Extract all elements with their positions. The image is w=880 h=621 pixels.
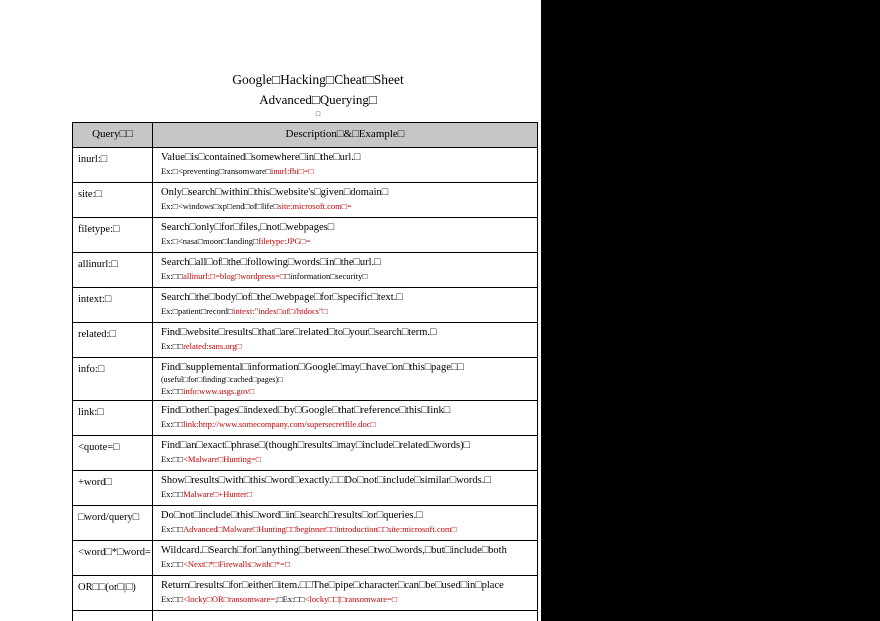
table-row <box>73 148 537 183</box>
description-cell <box>153 148 537 182</box>
query-cell: □word/query□ <box>73 506 153 540</box>
query-cell: info:□ <box>73 358 153 400</box>
example-label: Ex:□□ <box>161 558 184 569</box>
description-cell <box>153 611 537 621</box>
header-description-column: Description□&□Example□ <box>285 128 405 140</box>
table-row <box>73 253 537 288</box>
description-cell <box>153 218 537 252</box>
example-query-text: info:www.usgs.gov□ <box>183 385 255 396</box>
description-cell <box>153 401 537 435</box>
description-cell <box>153 323 537 357</box>
example-label: Ex:□□ <box>161 523 184 534</box>
description-text: Search□only□for□files,□not□webpages□ <box>161 222 335 233</box>
example-label: Ex:□□ <box>161 418 184 429</box>
table-row <box>73 218 537 253</box>
table-row-partial <box>73 611 537 621</box>
query-cell: filetype:□ <box>73 218 153 252</box>
example-line <box>161 306 533 317</box>
example-query-text: Advanced□Malware□Hunting□□beginner□□introduction□□site:microsoft.com□ <box>183 523 457 534</box>
description-cell <box>153 253 537 287</box>
table-row <box>73 288 537 323</box>
example-line <box>161 386 533 397</box>
example-query-text: <locky□OR□ransomware=; <box>183 593 278 604</box>
table-row <box>73 506 537 541</box>
table-row <box>73 541 537 576</box>
query-cell: inurl:□ <box>73 148 153 182</box>
example-query-text: inurl:fbi□=□ <box>270 165 314 176</box>
example-line <box>161 524 533 535</box>
description-subtext: (useful□for□finding□cached□pages)□ <box>161 374 283 384</box>
description-text: Find□supplemental□information□Google□may□have□on□this□page□□ <box>161 362 464 373</box>
description-text: Find□website□results□that□are□related□to□your□search□term.□ <box>161 327 437 338</box>
example-query-text: <Next□*□Firewalls□with□*=□ <box>183 558 291 569</box>
example-query-text: related:sans.org□ <box>183 340 242 351</box>
query-cell: +word□ <box>73 471 153 505</box>
example-line <box>161 419 533 430</box>
description-text: Find□an□exact□phrase□(though□results□may□include□related□words)□ <box>161 440 470 451</box>
description-cell <box>153 471 537 505</box>
table-row <box>73 471 537 506</box>
example-label: Ex:□□ <box>161 385 184 396</box>
example-line <box>161 236 533 247</box>
example-label: Ex:□patient□record□ <box>161 305 234 316</box>
example-query-text: Malware□+Hunter□ <box>183 488 252 499</box>
example-label: Ex:□<nasa□moon□landing□ <box>161 235 259 246</box>
query-cell: allinurl:□ <box>73 253 153 287</box>
example-label: Ex:□□ <box>161 270 184 281</box>
caption-mark: □ <box>315 110 321 119</box>
example-query-text: <locky□□|□ransomware=□ <box>304 593 397 604</box>
query-cell: OR□□(or□|□) <box>73 576 153 610</box>
example-label: Ex:□□ <box>161 340 184 351</box>
query-table-body <box>73 148 537 611</box>
example-query-text: site:microsoft.com□= <box>278 200 352 211</box>
query-table <box>72 122 538 621</box>
query-cell: link:□ <box>73 401 153 435</box>
example-line <box>161 454 533 465</box>
example-query-text: <Malware□Hunting=□ <box>183 453 262 464</box>
query-cell: intext:□ <box>73 288 153 322</box>
description-text: Find□other□pages□indexed□by□Google□that□reference□this□link□ <box>161 405 451 416</box>
description-text: Do□not□include□this□word□in□search□results□or□queries.□ <box>161 510 423 521</box>
description-text: Value□is□contained□somewhere□in□the□url.□ <box>161 152 361 163</box>
header-query-column: Query□□ <box>73 123 153 147</box>
example-label: Ex:□<windows□xp□end□of□life□ <box>161 200 279 211</box>
example-line <box>161 594 533 605</box>
example-label: Ex:□□ <box>161 593 184 604</box>
example-label: Ex:□□ <box>161 488 184 499</box>
description-cell <box>153 288 537 322</box>
document-title: Google□Hacking□Cheat□Sheet <box>232 72 404 87</box>
description-cell <box>153 541 537 575</box>
example-line <box>161 489 533 500</box>
description-cell <box>153 358 537 400</box>
document-subtitle: Advanced□Querying□ <box>259 92 377 108</box>
example-label: Ex:□□ <box>161 453 184 464</box>
example-line <box>161 201 533 212</box>
description-cell <box>153 183 537 217</box>
example-line <box>161 166 533 177</box>
example-label: Ex:□<preventing□ransomware□ <box>161 165 271 176</box>
example-label: □Ex:□□ <box>277 593 305 604</box>
example-line <box>161 559 533 570</box>
query-cell: <word□*□word= <box>73 541 153 575</box>
example-query-text: intext:"index□of□/htdocs"□ <box>233 305 328 316</box>
query-cell: <quote=□ <box>73 436 153 470</box>
table-row <box>73 323 537 358</box>
description-text: Search□all□of□the□following□words□in□the□url.□ <box>161 257 381 268</box>
example-line <box>161 341 533 352</box>
description-text: Show□results□with□this□word□exactly.□□Do□not□include□similar□words.□ <box>161 475 491 486</box>
query-cell: site:□ <box>73 183 153 217</box>
description-text: Wildcard.□Search□for□anything□between□these□two□words,□but□include□both <box>161 545 507 556</box>
query-cell <box>73 611 153 621</box>
table-row <box>73 183 537 218</box>
example-query-text: link:http://www.somecompany.com/supersecretfile.doc□ <box>183 418 376 429</box>
example-query-text: filetype:JPG□= <box>258 235 311 246</box>
example-query-text: allinurl:□=blog□wordpress=□ <box>183 270 286 281</box>
description-cell <box>153 436 537 470</box>
table-row <box>73 401 537 436</box>
table-row <box>73 576 537 611</box>
description-text: Search□the□body□of□the□webpage□for□specific□text.□ <box>161 292 403 303</box>
example-line <box>161 271 533 282</box>
description-text: Only□search□within□this□website's□given□domain□ <box>161 187 389 198</box>
table-row <box>73 436 537 471</box>
description-text: Return□results□for□either□item.□□The□pipe□character□can□be□used□in□place <box>161 580 504 591</box>
description-cell <box>153 576 537 610</box>
title-block <box>96 70 540 119</box>
description-cell <box>153 506 537 540</box>
table-header-row <box>73 123 537 148</box>
table-row <box>73 358 537 401</box>
query-cell: related:□ <box>73 323 153 357</box>
example-label: □information□security□ <box>285 270 368 281</box>
